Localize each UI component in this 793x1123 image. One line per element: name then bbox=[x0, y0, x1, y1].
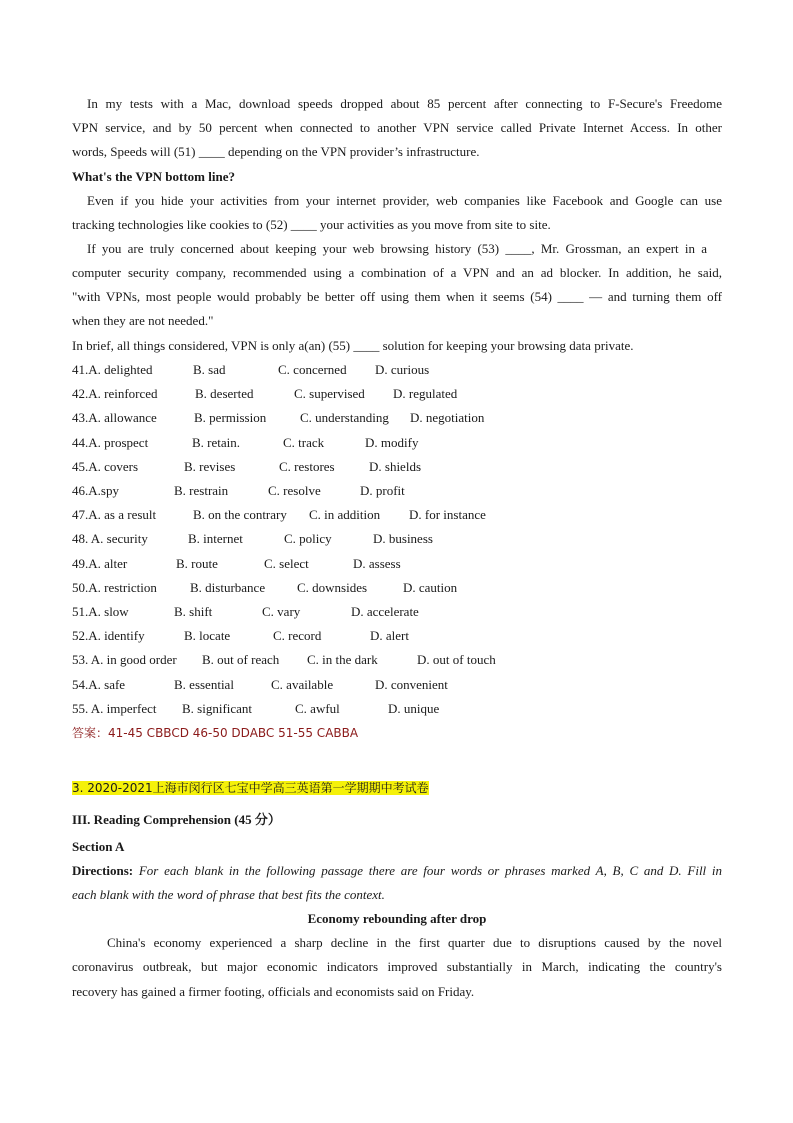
option-b: B. internet bbox=[188, 531, 243, 547]
option-a: 51.A. slow bbox=[72, 604, 129, 619]
option-c: C. resolve bbox=[268, 483, 321, 498]
option-a: 42.A. reinforced bbox=[72, 386, 158, 402]
article-title: Economy rebounding after drop bbox=[307, 911, 487, 926]
option-b: B. route bbox=[176, 555, 218, 571]
option-c: C. concerned bbox=[278, 362, 347, 377]
section-label: Section A bbox=[72, 839, 125, 854]
article-line: coronavirus outbreak, but major economic indicators improved substantially in March, indicating the country's bbox=[72, 959, 722, 974]
option-b: B. essential bbox=[174, 676, 234, 692]
option-b: B. locate bbox=[184, 628, 231, 644]
directions-line bbox=[72, 863, 722, 879]
option-a: 47.A. as a result bbox=[72, 507, 157, 523]
passage-line: If you are truly concerned about keeping your web browsing history (53) ____, Mr. Grossman, an expert in a bbox=[87, 241, 707, 256]
option-c: C. track bbox=[283, 434, 325, 450]
option-a: 49.A. alter bbox=[72, 555, 128, 571]
option-d: D. caution bbox=[403, 579, 458, 595]
answer-key: 答案：41-45 CBBCD 46-50 DDABC 51-55 CABBA bbox=[72, 726, 359, 740]
passage-line: computer security company, recommended using a combination of a VPN and an ad blocker. In addition, he said, bbox=[72, 265, 722, 280]
option-b: B. deserted bbox=[195, 386, 254, 402]
option-c: C. select bbox=[264, 555, 309, 571]
option-c: C. awful bbox=[295, 700, 340, 716]
directions-line: each blank with the word of phrase that best fits the context. bbox=[72, 887, 385, 902]
option-b: B. disturbance bbox=[190, 579, 266, 595]
option-c: C. in addition bbox=[309, 507, 381, 523]
part-heading: III. Reading Comprehension (45 分） bbox=[72, 812, 281, 827]
option-d: D. business bbox=[373, 531, 433, 547]
option-a: 46.A.spy bbox=[72, 483, 119, 498]
article-line: China's economy experienced a sharp decline in the first quarter due to disruptions caused by the novel bbox=[107, 935, 722, 950]
option-a: 45.A. covers bbox=[72, 458, 139, 474]
option-b: B. retain. bbox=[192, 434, 241, 450]
option-d: D. convenient bbox=[375, 676, 448, 692]
option-b: B. revises bbox=[184, 458, 236, 474]
option-d: D. profit bbox=[360, 483, 405, 498]
passage-line: when they are not needed." bbox=[72, 313, 214, 328]
option-d: D. regulated bbox=[393, 386, 458, 402]
exam-title-text: 3. 2020-2021上海市闵行区七宝中学高三英语第一学期期中考试卷 bbox=[72, 781, 429, 795]
passage-line: In brief, all things considered, VPN is only a(an) (55) ____ solution for keeping your browsing data private. bbox=[72, 338, 634, 353]
option-b: B. restrain bbox=[174, 483, 229, 498]
option-b: B. on the contrary bbox=[193, 507, 287, 523]
option-c: C. restores bbox=[279, 458, 335, 474]
option-c: C. policy bbox=[284, 531, 332, 547]
passage-line: tracking technologies like cookies to (52) ____ your activities as you move from site to site. bbox=[72, 217, 551, 232]
option-c: C. vary bbox=[262, 604, 301, 619]
option-a: 53. A. in good order bbox=[72, 652, 177, 668]
option-b: B. out of reach bbox=[202, 652, 280, 668]
option-d: D. unique bbox=[388, 700, 440, 716]
directions-label: Directions: bbox=[72, 863, 134, 878]
option-d: D. out of touch bbox=[417, 652, 496, 668]
option-c: C. record bbox=[273, 628, 322, 644]
option-a: 48. A. security bbox=[72, 531, 148, 547]
passage-line: In my tests with a Mac, download speeds dropped about 85 percent after connecting to F-Secure's Freedome bbox=[87, 96, 722, 111]
passage-line: Even if you hide your activities from your internet provider, web companies like Facebook and Google can use bbox=[87, 193, 722, 208]
option-a: 43.A. allowance bbox=[72, 410, 157, 426]
option-a: 44.A. prospect bbox=[72, 434, 149, 450]
option-a: 50.A. restriction bbox=[72, 579, 157, 595]
option-d: D. accelerate bbox=[351, 604, 419, 619]
option-b: B. permission bbox=[194, 410, 267, 426]
passage-line: "with VPNs, most people would probably be better off using them when it seems (54) ____ — and turning them off bbox=[72, 289, 722, 304]
option-c: C. supervised bbox=[294, 386, 365, 402]
option-a: 55. A. imperfect bbox=[72, 700, 157, 716]
option-a: 52.A. identify bbox=[72, 628, 145, 644]
option-d: D. shields bbox=[369, 458, 421, 474]
option-c: C. downsides bbox=[297, 579, 368, 595]
option-d: D. curious bbox=[375, 362, 430, 377]
option-c: C. in the dark bbox=[307, 652, 378, 668]
option-b: B. significant bbox=[182, 700, 253, 716]
option-c: C. understanding bbox=[300, 410, 389, 426]
exam-title bbox=[72, 780, 429, 796]
option-a: 54.A. safe bbox=[72, 676, 126, 692]
passage-line: VPN service, and by 50 percent when connected to another VPN service called Private Internet Access. In other bbox=[72, 120, 722, 135]
option-d: D. for instance bbox=[409, 507, 486, 523]
option-b: B. shift bbox=[174, 604, 213, 619]
section-heading: What's the VPN bottom line? bbox=[72, 169, 235, 184]
option-a: 41.A. delighted bbox=[72, 362, 153, 377]
option-d: D. modify bbox=[365, 434, 419, 450]
option-d: D. assess bbox=[353, 555, 401, 571]
passage-line: words, Speeds will (51) ____ depending on the VPN provider’s infrastructure. bbox=[72, 144, 480, 159]
option-d: D. negotiation bbox=[410, 410, 485, 426]
article-line: recovery has gained a firmer footing, officials and economists said on Friday. bbox=[72, 984, 475, 999]
directions-text: For each blank in the following passage there are four words or phrases marked A, B, C and D. Fill in bbox=[138, 863, 723, 878]
option-d: D. alert bbox=[370, 628, 409, 644]
option-c: C. available bbox=[271, 676, 334, 692]
option-b: B. sad bbox=[193, 362, 226, 377]
